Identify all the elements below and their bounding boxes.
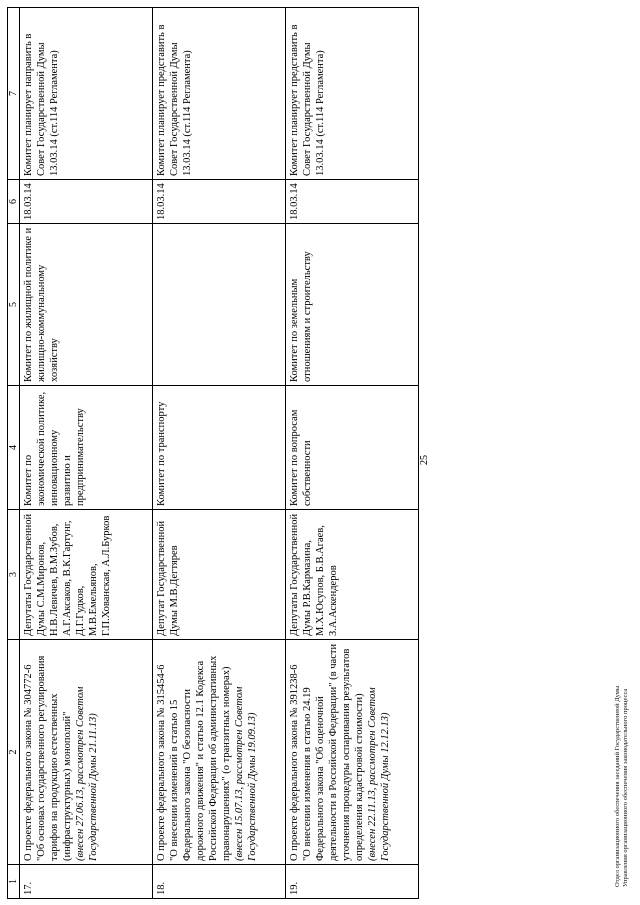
page-number: 25 bbox=[419, 455, 430, 465]
col-header: 4 bbox=[8, 386, 20, 510]
row-number: 19. bbox=[286, 865, 419, 899]
co-executor-cell: Комитет по жилищной политике и жилищно-коммунальному хозяйству bbox=[20, 224, 153, 386]
result-cell: Комитет планирует представить в Совет Государственной Думы 13.03.14 (ст.114 Регламента) bbox=[286, 8, 419, 180]
bill-description: "О внесении изменений в статью 15 Федерального закона "О безопасности дорожного движения" и статью 12.1 Кодекса Российской Федерации об административных правонарушениях" (о транзитных номерах) bbox=[169, 655, 232, 861]
initiator-cell: Депутат Государственной Думы М.В.Дегтярев bbox=[153, 510, 286, 640]
responsible-committee-cell: Комитет по транспорту bbox=[153, 386, 286, 510]
date-cell: 18.03.14 bbox=[20, 180, 153, 224]
co-executor-cell bbox=[153, 224, 286, 386]
table-row bbox=[20, 8, 153, 899]
responsible-committee-cell: Комитет по экономической политике, инновационному развитию и предпринимательству bbox=[20, 386, 153, 510]
date-cell: 18.03.14 bbox=[153, 180, 286, 224]
bill-cell bbox=[20, 640, 153, 865]
bills-table bbox=[7, 7, 419, 899]
footer-line: Управления организационного обеспечения законодательного процесса bbox=[622, 688, 629, 887]
col-header: 3 bbox=[8, 510, 20, 640]
column-number-row bbox=[8, 8, 20, 899]
col-header: 1 bbox=[8, 865, 20, 899]
col-header: 2 bbox=[8, 640, 20, 865]
bill-title: О проекте федерального закона № 391238-6 bbox=[289, 664, 300, 861]
bill-note: (внесен 22.11.13, рассмотрен Советом Государственной Думы 12.12.13) bbox=[367, 687, 391, 861]
initiator-cell: Депутаты Государственной Думы Р.В.Кармазина, М.Х.Юсупов, Б.В.Агаев, З.А.Аскендеров bbox=[286, 510, 419, 640]
initiator-cell: Депутаты Государственной Думы С.М.Миронов, Н.В.Левичев, В.М.Зубов, А.Г.Аксаков, В.К.Гартунг, Д.Г.Гудков, М.В.Емельянов, Г.П.Хованская, А.Л.Бурков bbox=[20, 510, 153, 640]
table-row bbox=[153, 8, 286, 899]
co-executor-cell: Комитет по земельным отношениям и строительству bbox=[286, 224, 419, 386]
bill-note: (внесен 27.06.13, рассмотрен Советом Государственной Думы 21.11.13) bbox=[75, 686, 99, 861]
bill-cell bbox=[153, 640, 286, 865]
bill-title: О проекте федерального закона № 304772-6 bbox=[23, 664, 34, 861]
col-header: 7 bbox=[8, 8, 20, 180]
footer-department bbox=[614, 686, 630, 887]
row-number: 17. bbox=[20, 865, 153, 899]
bill-cell bbox=[286, 640, 419, 865]
result-cell: Комитет планирует представить в Совет Государственной Думы 13.03.14 (ст.114 Регламента) bbox=[153, 8, 286, 180]
footer-line: Отдел организационного обеспечения заседаний Государственной Думы bbox=[614, 685, 621, 887]
table-row bbox=[286, 8, 419, 899]
col-header: 5 bbox=[8, 224, 20, 386]
bill-note: (внесен 15.07.13, рассмотрен Советом Государственной Думы 19.09.13) bbox=[234, 686, 258, 861]
bill-description: "О внесении изменения в статью 24.19 Федерального закона "Об оценочной деятельности в Российской Федерации" (в части уточнения процедуры оспаривания результатов определения кадастровой стоимости) bbox=[302, 643, 365, 861]
result-cell: Комитет планирует направить в Совет Государственной Думы 13.03.14 (ст.114 Регламента) bbox=[20, 8, 153, 180]
bill-title: О проекте федерального закона № 315454-6 bbox=[156, 664, 167, 861]
col-header: 6 bbox=[8, 180, 20, 224]
responsible-committee-cell: Комитет по вопросам собственности bbox=[286, 386, 419, 510]
date-cell: 18.03.14 bbox=[286, 180, 419, 224]
row-number: 18. bbox=[153, 865, 286, 899]
bill-description: "Об основах государственного регулирования тарифов на продукцию естественных (инфраструктурных) монополий" bbox=[36, 655, 73, 861]
